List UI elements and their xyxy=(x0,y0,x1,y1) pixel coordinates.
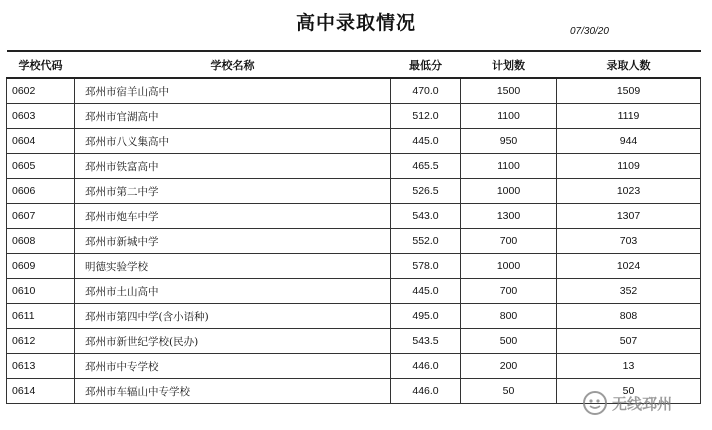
watermark-text: 无线邳州 xyxy=(612,394,673,413)
plan-count-cell: 1100 xyxy=(461,104,557,129)
school-code-cell: 0607 xyxy=(7,204,75,229)
school-name-cell: 邳州市八义集高中 xyxy=(75,129,391,154)
school-code-cell: 0611 xyxy=(7,304,75,329)
min-score-cell: 578.0 xyxy=(391,254,461,279)
admitted-count-cell: 1023 xyxy=(557,179,701,204)
min-score-cell: 446.0 xyxy=(391,354,461,379)
school-name-cell: 明德实验学校 xyxy=(75,254,391,279)
header-min-score: 最低分 xyxy=(391,51,461,78)
school-name-cell: 邳州市车辐山中专学校 xyxy=(75,379,391,404)
school-name-cell: 邳州市中专学校 xyxy=(75,354,391,379)
school-code-cell: 0613 xyxy=(7,354,75,379)
watermark xyxy=(582,386,704,420)
school-code-cell: 0612 xyxy=(7,329,75,354)
admitted-count-cell: 1509 xyxy=(557,78,701,104)
plan-count-cell: 950 xyxy=(461,129,557,154)
admitted-count-cell: 1109 xyxy=(557,154,701,179)
table-row xyxy=(7,229,701,254)
admitted-count-cell: 507 xyxy=(557,329,701,354)
school-code-cell: 0606 xyxy=(7,179,75,204)
plan-count-cell: 1500 xyxy=(461,78,557,104)
table-row xyxy=(7,204,701,229)
plan-count-cell: 1000 xyxy=(461,254,557,279)
school-code-cell: 0609 xyxy=(7,254,75,279)
admitted-count-cell: 1119 xyxy=(557,104,701,129)
plan-count-cell: 1300 xyxy=(461,204,557,229)
plan-count-cell: 500 xyxy=(461,329,557,354)
min-score-cell: 552.0 xyxy=(391,229,461,254)
plan-count-cell: 800 xyxy=(461,304,557,329)
min-score-cell: 495.0 xyxy=(391,304,461,329)
min-score-cell: 526.5 xyxy=(391,179,461,204)
header-admitted-count: 录取人数 xyxy=(557,51,701,78)
admitted-count-cell: 13 xyxy=(557,354,701,379)
table-row xyxy=(7,104,701,129)
school-name-cell: 邳州市铁富高中 xyxy=(75,154,391,179)
school-code-cell: 0605 xyxy=(7,154,75,179)
admitted-count-cell: 1024 xyxy=(557,254,701,279)
school-name-cell: 邳州市第四中学(含小语种) xyxy=(75,304,391,329)
school-name-cell: 邳州市炮车中学 xyxy=(75,204,391,229)
plan-count-cell: 1000 xyxy=(461,179,557,204)
plan-count-cell: 50 xyxy=(461,379,557,404)
plan-count-cell: 200 xyxy=(461,354,557,379)
school-name-cell: 邳州市宿羊山高中 xyxy=(75,78,391,104)
school-name-cell: 邳州市第二中学 xyxy=(75,179,391,204)
table-row xyxy=(7,354,701,379)
school-code-cell: 0610 xyxy=(7,279,75,304)
plan-count-cell: 1100 xyxy=(461,154,557,179)
min-score-cell: 445.0 xyxy=(391,129,461,154)
header-school-name: 学校名称 xyxy=(75,51,391,78)
table-row xyxy=(7,154,701,179)
min-score-cell: 543.0 xyxy=(391,204,461,229)
admitted-count-cell: 703 xyxy=(557,229,701,254)
school-code-cell: 0604 xyxy=(7,129,75,154)
table-row xyxy=(7,279,701,304)
plan-count-cell: 700 xyxy=(461,229,557,254)
header-plan-count: 计划数 xyxy=(461,51,557,78)
admitted-count-cell: 50 xyxy=(557,379,701,404)
min-score-cell: 470.0 xyxy=(391,78,461,104)
min-score-cell: 512.0 xyxy=(391,104,461,129)
admission-table xyxy=(6,50,701,404)
min-score-cell: 445.0 xyxy=(391,279,461,304)
table-row xyxy=(7,129,701,154)
school-code-cell: 0603 xyxy=(7,104,75,129)
school-code-cell: 0614 xyxy=(7,379,75,404)
admitted-count-cell: 808 xyxy=(557,304,701,329)
report-date: 07/30/20 xyxy=(570,26,609,37)
min-score-cell: 543.5 xyxy=(391,329,461,354)
school-code-cell: 0608 xyxy=(7,229,75,254)
admitted-count-cell: 352 xyxy=(557,279,701,304)
min-score-cell: 465.5 xyxy=(391,154,461,179)
admitted-count-cell: 944 xyxy=(557,129,701,154)
table-row xyxy=(7,78,701,104)
school-name-cell: 邳州市新城中学 xyxy=(75,229,391,254)
table-row xyxy=(7,254,701,279)
admitted-count-cell: 1307 xyxy=(557,204,701,229)
school-name-cell: 邳州市新世纪学校(民办) xyxy=(75,329,391,354)
school-code-cell: 0602 xyxy=(7,78,75,104)
page-title: 高中录取情况 xyxy=(295,12,416,34)
table-header-row xyxy=(7,51,701,78)
plan-count-cell: 700 xyxy=(461,279,557,304)
min-score-cell: 446.0 xyxy=(391,379,461,404)
table-row xyxy=(7,304,701,329)
table-row xyxy=(7,179,701,204)
school-name-cell: 邳州市土山高中 xyxy=(75,279,391,304)
header-school-code: 学校代码 xyxy=(7,51,75,78)
wechat-official-account-icon xyxy=(582,390,608,416)
table-row xyxy=(7,329,701,354)
school-name-cell: 邳州市官湖高中 xyxy=(75,104,391,129)
